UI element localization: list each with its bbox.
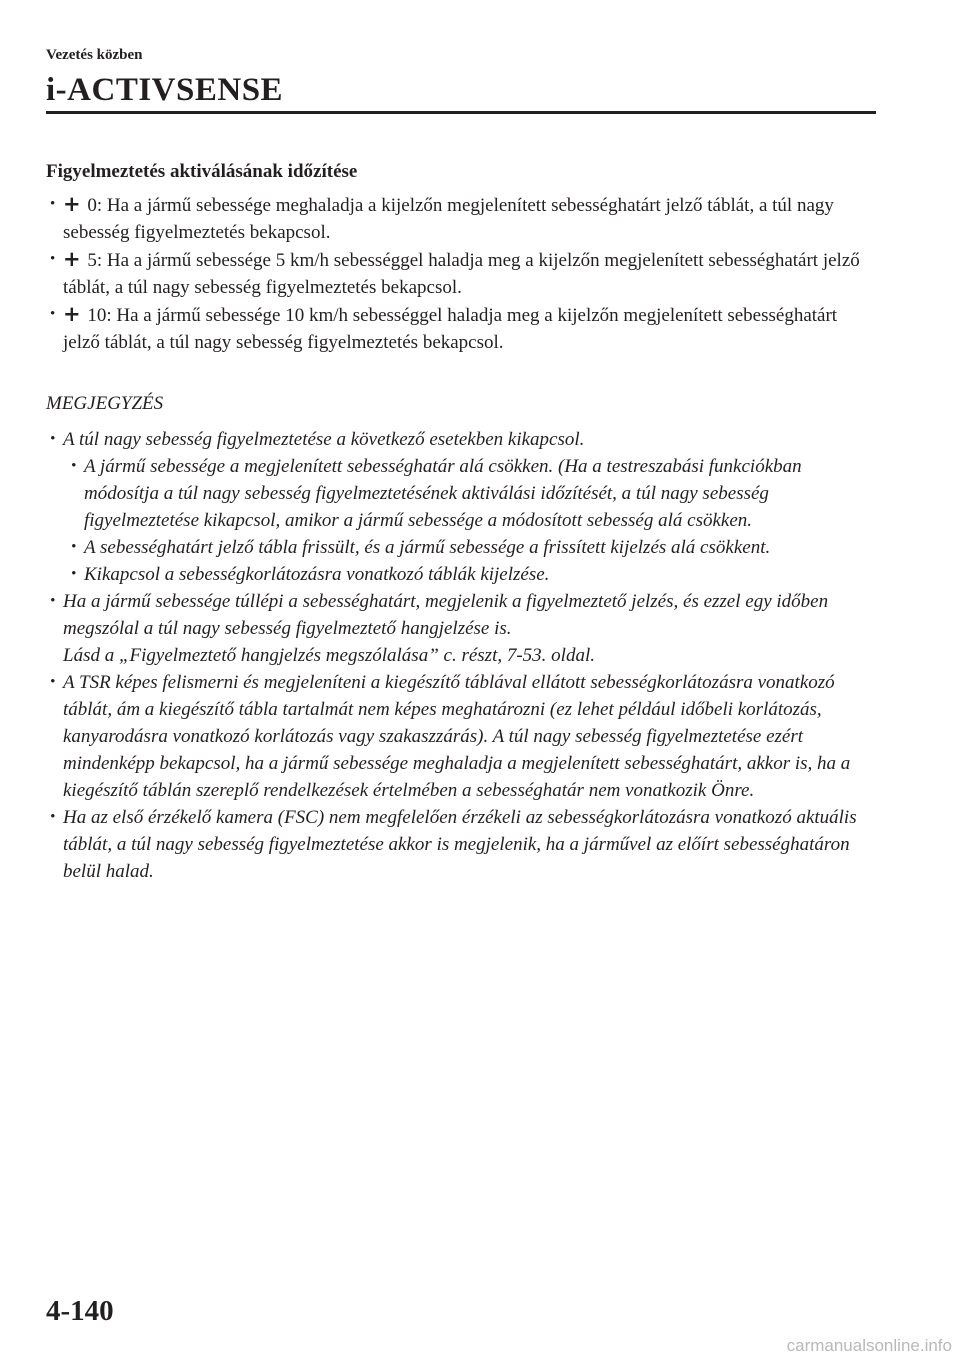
section-label: Vezetés közben bbox=[46, 47, 143, 63]
bullet-icon: • bbox=[50, 196, 56, 212]
page-number: 4-140 bbox=[46, 1295, 114, 1327]
bullet-icon: • bbox=[50, 431, 56, 447]
timing-option-5 bbox=[46, 246, 876, 301]
note-subitem bbox=[46, 453, 876, 534]
bullet-icon: • bbox=[71, 566, 77, 582]
timing-option-text: 0: Ha a jármű sebessége meghaladja a kijelzőn megjelenített sebességhatárt jelző táblát, a túl nagy sebesség figyelmeztetés bekapcsol. bbox=[63, 195, 834, 243]
cross-reference: Lásd a „Figyelmeztető hangjelzés megszólalása” c. részt, 7-53. oldal. bbox=[63, 645, 595, 666]
bullet-icon: • bbox=[71, 539, 77, 555]
note-item bbox=[46, 426, 876, 453]
bullet-icon: • bbox=[50, 251, 56, 267]
note-item-text: A TSR képes felismerni és megjeleníteni a kiegészítő táblával ellátott sebességkorlátozásra vonatkozó táblát, ám a kiegészítő tábla tartalmát nem képes meghatározni (ez lehet például időbeli korlátozás, kanyarodásra vonatkozó korlátozás vagy szakaszzárás). A túl nagy sebesség figyelmeztetése ezért mindenképp bekapcsol, ha a jármű sebessége meghaladja a megjelenített sebességhatárt, akkor is, ha a kiegészítő táblán szereplő rendelkezések értelmében a sebességhatár nem vonatkozik Önre. bbox=[63, 672, 851, 801]
note-title: MEGJEGYZÉS bbox=[46, 393, 164, 414]
timing-option-10 bbox=[46, 301, 876, 356]
note-item-text: Ha a jármű sebessége túllépi a sebességhatárt, megjelenik a figyelmeztető jelzés, és ezzel egy időben megszólal a túl nagy sebesség figyelmeztető hangjelzése is. bbox=[63, 591, 829, 639]
timing-option-text: 5: Ha a jármű sebessége 5 km/h sebességgel haladja meg a kijelzőn megjelenített sebességhatárt jelző táblát, a túl nagy sebesség figyelmeztetés bekapcsol. bbox=[63, 250, 860, 298]
note-list bbox=[46, 426, 876, 885]
chapter-title: i-ACTIVSENSE bbox=[46, 72, 284, 108]
plus-icon: + bbox=[63, 247, 81, 271]
bullet-icon: • bbox=[50, 306, 56, 322]
timing-options-list bbox=[46, 191, 876, 356]
timing-option-text: 10: Ha a jármű sebessége 10 km/h sebességgel haladja meg a kijelzőn megjelenített sebességhatárt jelző táblát, a túl nagy sebesség figyelmeztetés bekapcsol. bbox=[63, 305, 838, 353]
note-subitem bbox=[46, 561, 876, 588]
note-subitem bbox=[46, 534, 876, 561]
plus-icon: + bbox=[63, 302, 81, 326]
note-item bbox=[46, 804, 876, 885]
bullet-icon: • bbox=[71, 458, 77, 474]
note-subitem-text: Kikapcsol a sebességkorlátozásra vonatkozó táblák kijelzése. bbox=[84, 564, 550, 585]
plus-icon: + bbox=[63, 192, 81, 216]
note-item bbox=[46, 669, 876, 804]
main-content bbox=[46, 158, 876, 885]
section-subheading: Figyelmeztetés aktiválásának időzítése bbox=[46, 161, 358, 182]
bullet-icon: • bbox=[50, 674, 56, 690]
bullet-icon: • bbox=[50, 809, 56, 825]
header-divider bbox=[46, 111, 876, 114]
note-item bbox=[46, 588, 876, 669]
bullet-icon: • bbox=[50, 593, 56, 609]
note-subitem-text: A jármű sebessége a megjelenített sebességhatár alá csökken. (Ha a testreszabási funkciókban módosítja a túl nagy sebesség figyelmeztetésének aktiválási időzítését, a túl nagy sebesség figyelmeztetése kikapcsol, amikor a jármű sebessége a módosított sebesség alá csökken. bbox=[84, 456, 802, 531]
note-subitem-text: A sebességhatárt jelző tábla frissült, és a jármű sebessége a frissített kijelzés alá csökkent. bbox=[84, 537, 771, 558]
timing-option-0 bbox=[46, 191, 876, 246]
watermark: carmanualsonline.info bbox=[786, 1336, 952, 1355]
note-item-text: A túl nagy sebesség figyelmeztetése a következő esetekben kikapcsol. bbox=[63, 429, 585, 450]
page-header bbox=[46, 46, 876, 110]
note-item-text: Ha az első érzékelő kamera (FSC) nem megfelelően érzékeli az sebességkorlátozásra vonatkozó aktuális táblát, a túl nagy sebesség figyelmeztetése akkor is megjelenik, ha a járművel az előírt sebességhatáron belül halad. bbox=[63, 807, 857, 882]
